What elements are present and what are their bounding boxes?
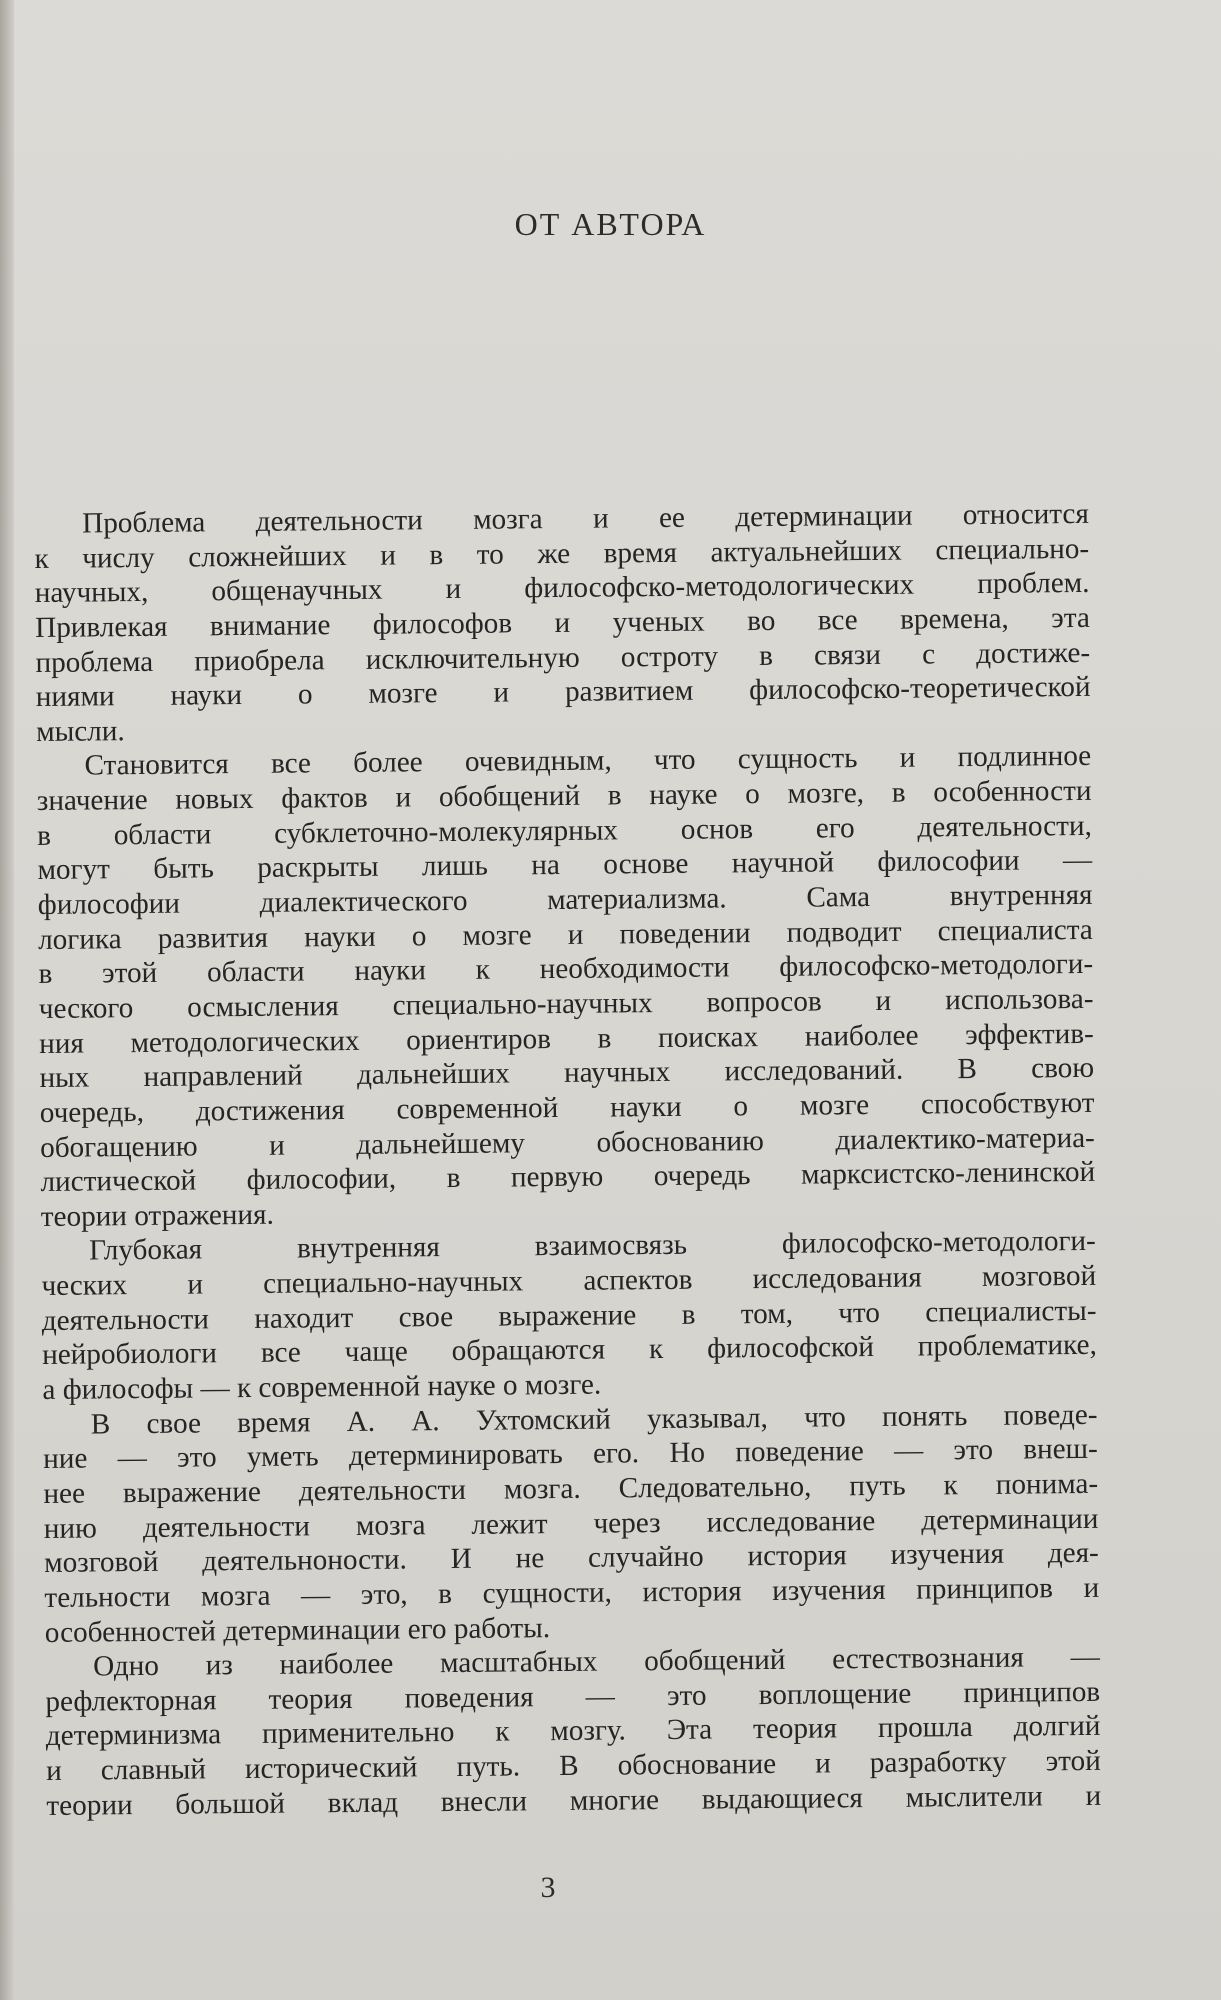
text-line: в этой области науки к необходимости философско-методологи- (38, 948, 1094, 991)
text-line: мозговой деятельноности. И не случайно история изучения дея- (43, 1537, 1099, 1580)
text-line: тельности мозга — это, в сущности, история изучения принципов и (44, 1571, 1100, 1614)
text-line: ческих и специально-научных аспектов исследования мозговой (41, 1259, 1097, 1303)
text-line: В свое время А. А. Ухтомский указывал, что понять поведе- (90, 1398, 1098, 1441)
paragraph (43, 1397, 1100, 1650)
text-line: нию деятельности мозга лежит через исследование детерминации (43, 1502, 1099, 1545)
text-line: ных направлений дальнейших научных исследований. В свою (39, 1052, 1095, 1095)
text-line: логика развития науки о мозге и поведении подводит специалиста (37, 913, 1093, 956)
text-line: теории большой вклад внесли многие выдающиеся мыслители и (46, 1779, 1102, 1822)
text-line: ния методологических ориентиров в поисках наиболее эффектив- (38, 1017, 1094, 1060)
text-line: нейробиологи все чаще обращаются к философской проблематике, (41, 1329, 1097, 1372)
text-line: нее выражение деятельности мозга. Следовательно, путь к понима- (43, 1467, 1099, 1510)
body-text (34, 497, 1102, 1823)
page-number: 3 (540, 1871, 556, 1904)
paragraph (41, 1224, 1098, 1407)
text-line: а философы — к современной науке о мозге. (42, 1368, 602, 1406)
text-line: в области субклеточно-молекулярных основ его деятельности, (37, 809, 1092, 852)
text-line: теории отражения. (40, 1198, 274, 1233)
text-line: ние — это уметь детерминировать его. Но поведение — это внеш- (42, 1433, 1098, 1476)
chapter-title: ОТ АВТОРА (514, 206, 707, 242)
paragraph (45, 1640, 1102, 1823)
paragraph (34, 497, 1091, 750)
text-line: Становится все более очевидным, что сущность и подлинное (84, 740, 1092, 783)
text-line: ниями науки о мозге и развитием философско-теоретической (35, 671, 1091, 714)
text-line: листической философии, в первую очередь марксистско-ленинской (40, 1156, 1096, 1199)
text-line: Привлекая внимание философов и ученых во все времена, эта (35, 601, 1090, 644)
text-line: обогащению и дальнейшему обоснованию диалектико-материа- (39, 1121, 1095, 1164)
text-line: значение новых фактов и обобщений в науке о мозге, в особенности (36, 774, 1092, 818)
text-line: философии диалектического материализма. Сама внутренняя (37, 878, 1093, 922)
text-line: научных, общенаучных и философско-методологических проблем. (34, 567, 1090, 610)
text-line: ческого осмысления специально-научных вопросов и использова- (38, 982, 1094, 1025)
page-edge-shadow (0, 0, 14, 2000)
text-line: Глубокая внутренняя взаимосвязь философско-методологи- (88, 1225, 1096, 1267)
text-line: проблема приобрела исключительную остроту в связи с достиже- (35, 636, 1091, 679)
text-line: деятельности находит свое выражение в том, что специалисты- (41, 1294, 1097, 1337)
text-line: мысли. (36, 714, 125, 748)
text-line: очередь, достижения современной науки о мозге способствуют (39, 1086, 1095, 1129)
text-line: Одно из наиболее масштабных обобщений естествознания — (92, 1640, 1100, 1683)
text-line: Проблема деятельности мозга и ее детерминации относится (82, 497, 1089, 540)
text-line: к числу сложнейших и в то же время актуальнейших специально- (34, 532, 1090, 575)
text-line: детерминизма применительно к мозгу. Эта теория прошла долгий (45, 1710, 1101, 1753)
paragraph (36, 739, 1096, 1234)
text-line: особенностей детерминации его работы. (44, 1611, 551, 1649)
text-line: могут быть раскрыты лишь на основе научной философии — (37, 844, 1093, 887)
text-line: и славный исторический путь. В обоснование и разработку этой (45, 1744, 1101, 1788)
text-line: рефлекторная теория поведения — это воплощение принципов (45, 1675, 1101, 1718)
